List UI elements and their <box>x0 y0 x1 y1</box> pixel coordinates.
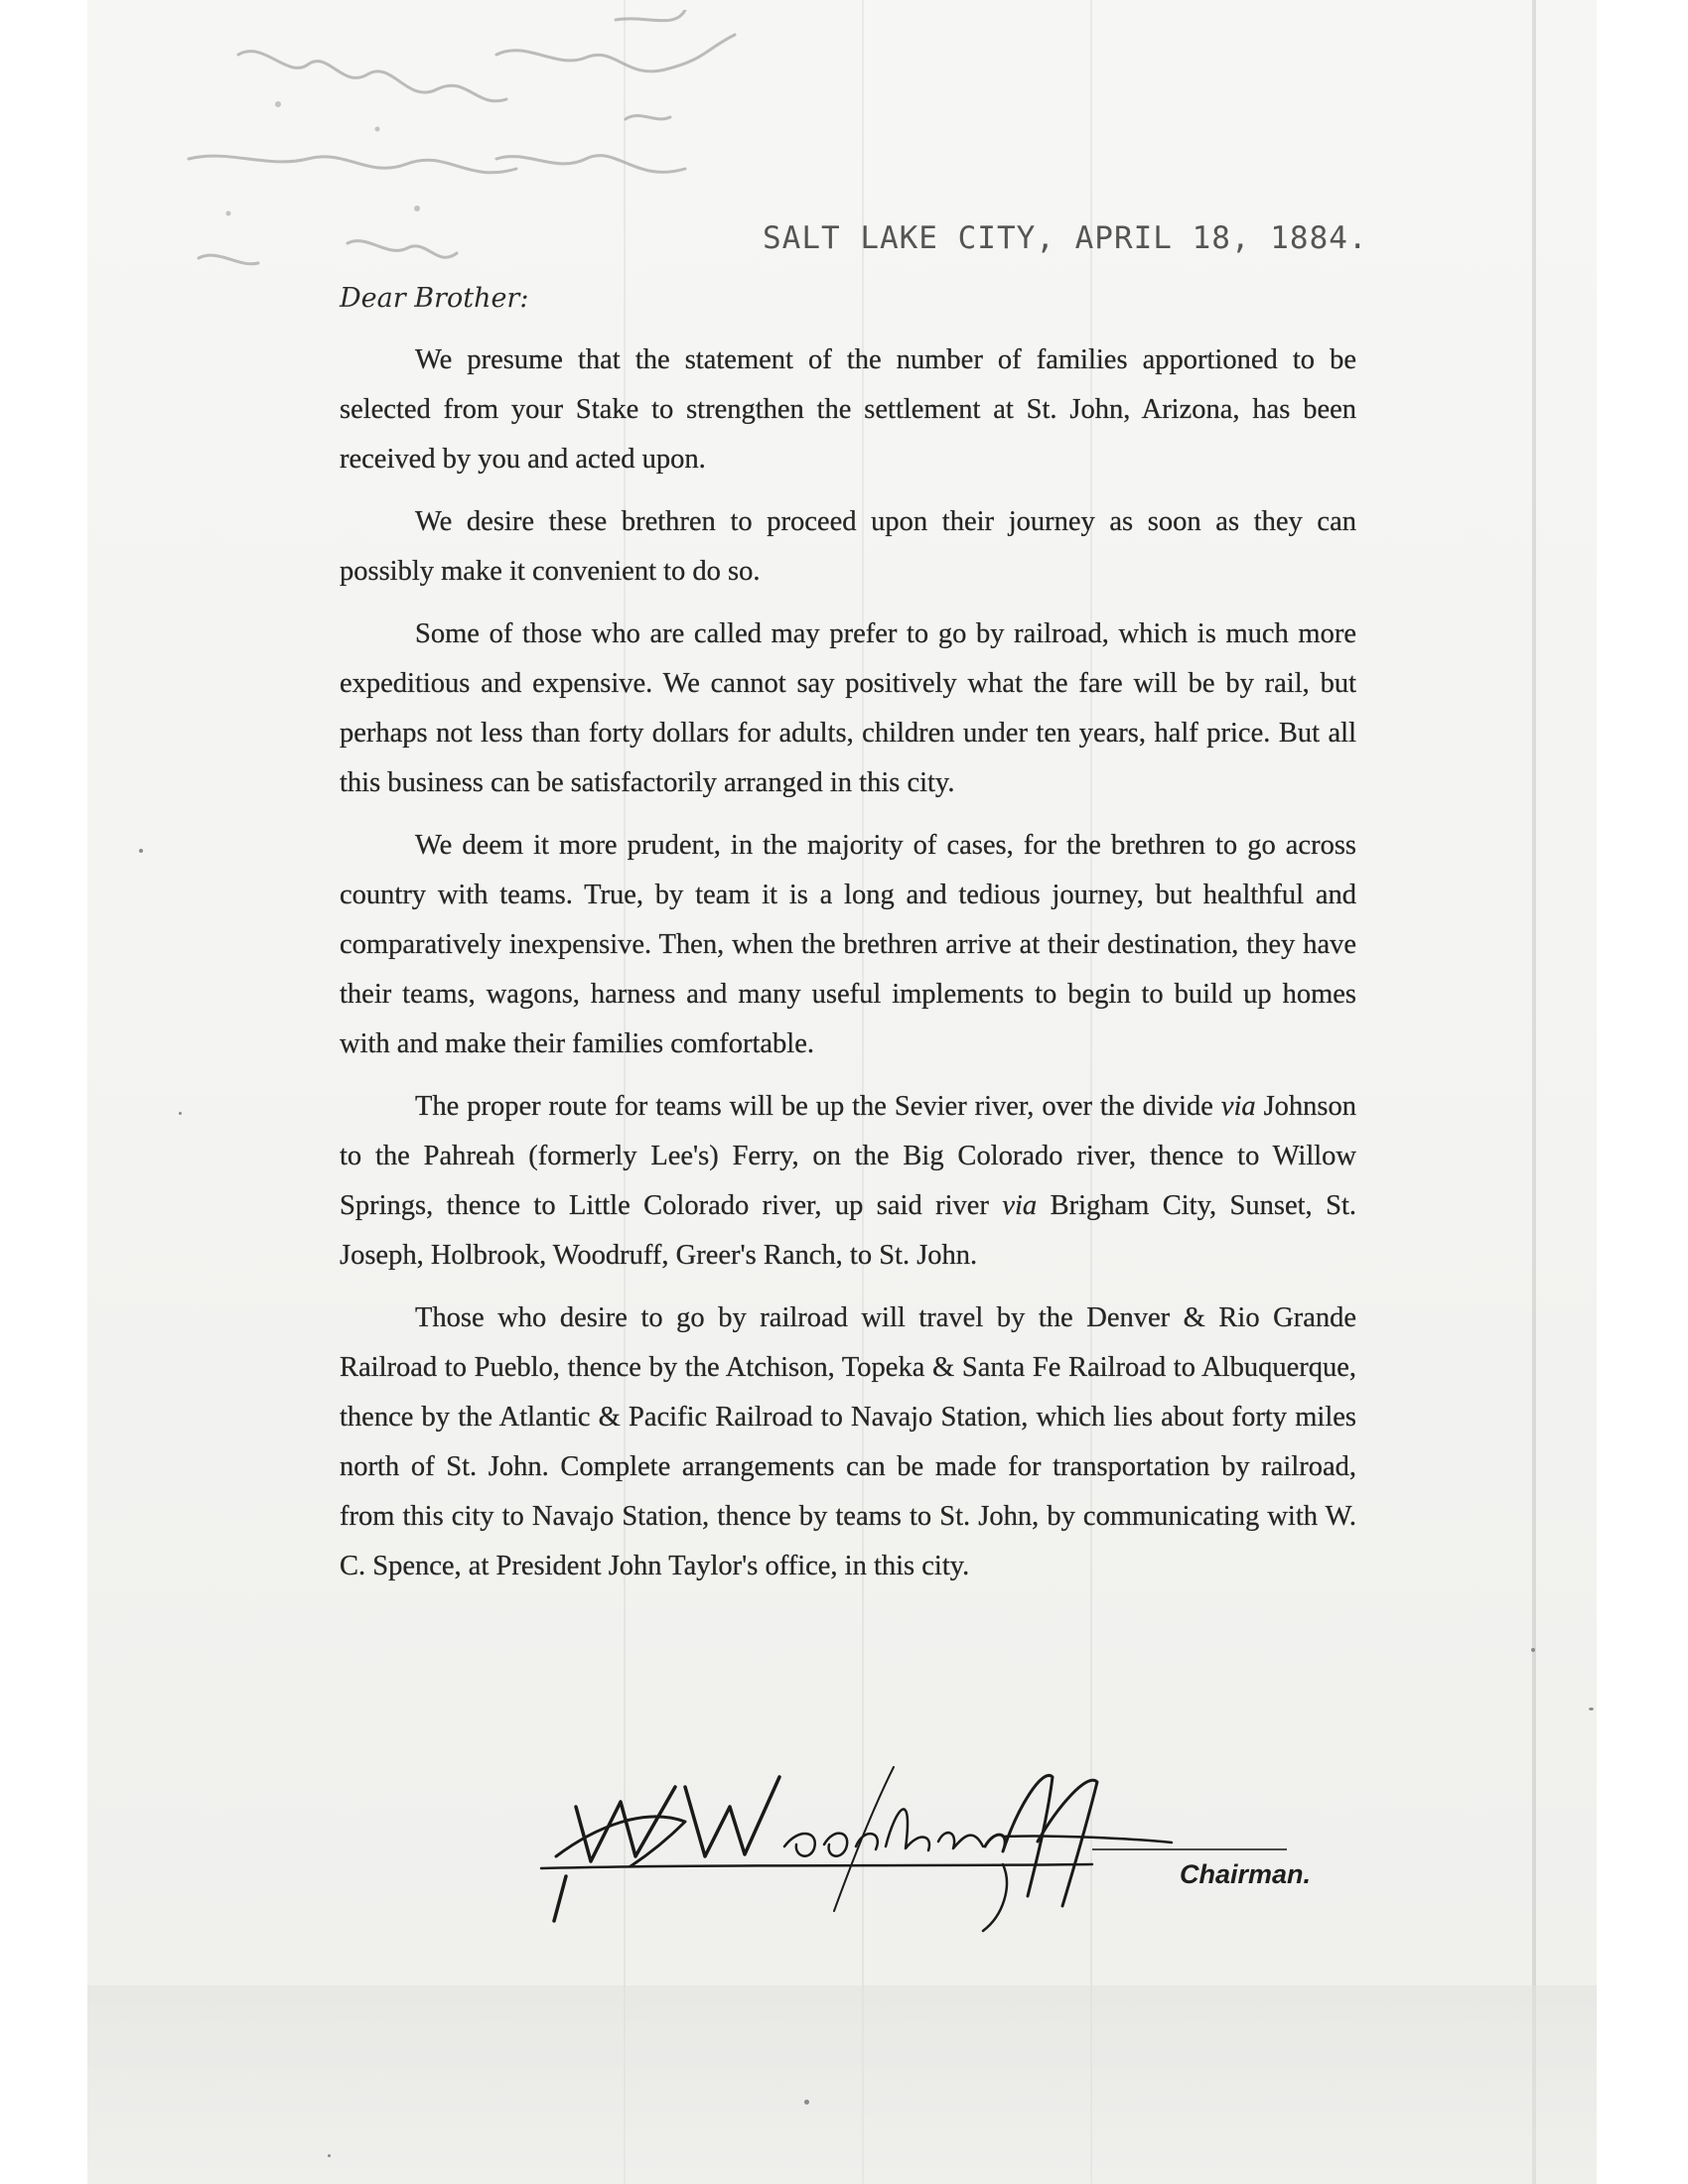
paragraph: We presume that the statement of the number of families apportioned to be selected from your Stake to strengthen the settlement at St. John, Arizona, has been received by you and acted upon. <box>340 344 1356 475</box>
dateline: SALT LAKE CITY, APRIL 18, 1884. <box>763 220 1368 256</box>
paragraph: We deem it more prudent, in the majority of cases, for the brethren to go across country with teams. True, by team it is a long and tedious journey, but healthful and comparatively inexpensive. Then, when the brethren arrive at their destination, they have their teams, wagons, harness and many useful implements to begin to build up homes with and make their families comfortable. <box>340 830 1356 1059</box>
via-italic: via <box>1220 1091 1256 1122</box>
bleed-through-handwriting <box>169 10 884 318</box>
route-text: Brigham City, Sunset, St. Joseph, Holbrook, Woodruff, Greer's Ranch, to St. John. <box>340 1190 1356 1271</box>
scan-speck <box>139 849 143 853</box>
letter-body <box>340 336 1356 1604</box>
signature-title: Chairman. <box>1180 1859 1312 1889</box>
route-text: Johnson to the Pahreah (formerly Lee's) Ferry, on the Big Colorado river, thence to Willow Springs, thence to Little Colorado river, up said river <box>340 1091 1357 1221</box>
handwritten-signature <box>536 1747 1311 1936</box>
scan-speck <box>328 2154 331 2157</box>
paragraph: Some of those who are called may prefer to go by railroad, which is much more expeditious and expensive. We cannot say positively what the fare will be by rail, but perhaps not less than forty dollars for adults, children under ten years, half price. But all this business can be satisfactorily arranged in this city. <box>340 618 1356 798</box>
scan-speck <box>179 1112 182 1115</box>
paper-edge-shadow <box>1532 0 1536 2184</box>
scan-speck <box>1531 1648 1535 1652</box>
scan-speck <box>1589 1707 1594 1710</box>
paragraph: Those who desire to go by railroad will travel by the Denver & Rio Grande Railroad to Pueblo, thence by the Atchison, Topeka & Santa Fe Railroad to Albuquerque, thence by the Atlantic & Pacific Railroad to Navajo Station, which lies about forty miles north of St. John. Complete arrangements can be made for transportation by railroad, from this city to Navajo Station, thence by teams to St. John, by communicating with W. C. Spence, at President John Taylor's office, in this city. <box>340 1302 1356 1581</box>
scan-speck <box>804 2100 809 2105</box>
paragraph: We desire these brethren to proceed upon their journey as soon as they can possibly make it convenient to do so. <box>340 506 1356 587</box>
paper-bottom-fold <box>87 1985 1597 2184</box>
route-text: The proper route for teams will be up the Sevier river, over the divide <box>415 1091 1213 1122</box>
signature-underline <box>1092 1848 1287 1850</box>
salutation: Dear Brother: <box>340 283 529 314</box>
via-italic: via <box>1002 1190 1038 1221</box>
route-paragraph <box>340 1082 1356 1281</box>
